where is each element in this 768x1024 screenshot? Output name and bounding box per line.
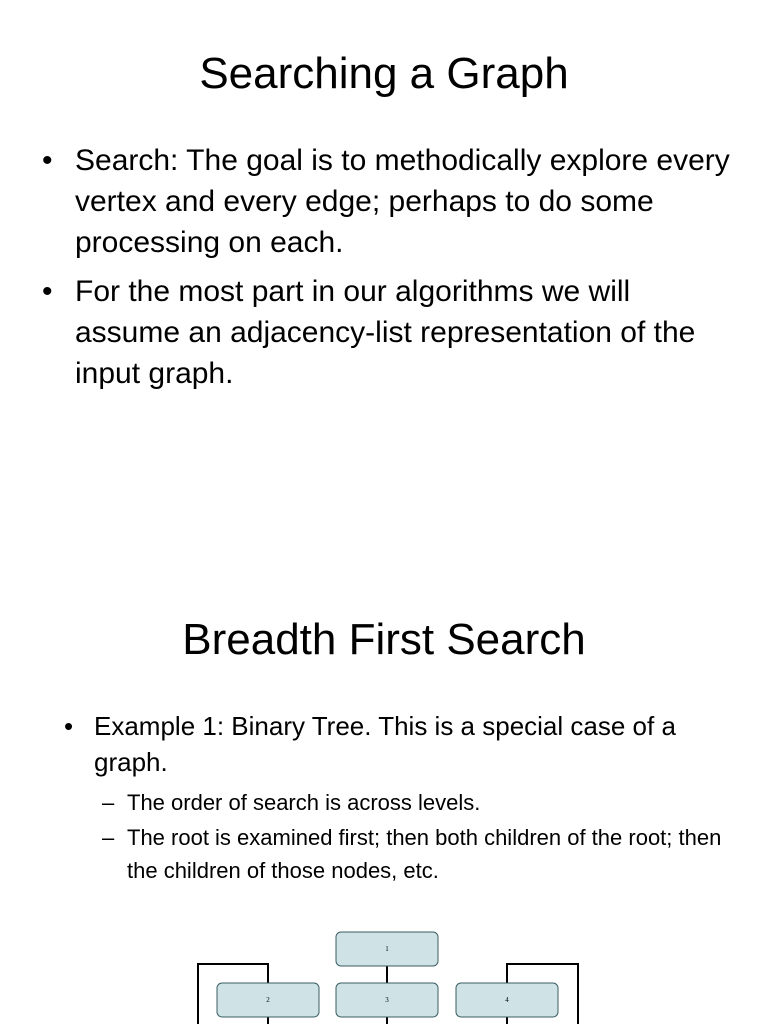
bullet-item [42,140,742,263]
sub-bullet-text: The root is examined first; then both children of the root; then the children of those nodes, etc. [127,825,722,883]
tree-node-4 [456,983,558,1017]
tree-node-1 [336,932,438,966]
dash-icon: – [102,790,115,815]
dash-icon: – [102,825,115,850]
node-label: 2 [266,996,270,1004]
node-label: 4 [505,996,509,1004]
bullet-icon: • [42,144,53,177]
bullet-list [42,140,742,402]
bullet-icon: • [42,275,53,308]
tree-node-2 [217,983,319,1017]
node-label: 3 [385,996,389,1004]
slide-title: Searching a Graph [199,49,569,98]
slide-title: Breadth First Search [182,615,586,664]
bullet-text: Search: The goal is to methodically explore every vertex and every edge; perhaps to do some processing on each. [75,144,730,259]
tree-node-3 [336,983,438,1017]
bullet-text: For the most part in our algorithms we will assume an adjacency-list representation of the input graph. [75,275,696,390]
binary-tree-diagram [0,512,768,1024]
bullet-icon: • [64,711,74,741]
bullet-text: Example 1: Binary Tree. This is a special case of a graph. [94,711,676,777]
node-label: 1 [385,945,389,953]
bullet-item [42,271,742,394]
slide-breadth-first-search [0,512,768,1024]
sub-bullet-text: The order of search is across levels. [127,790,481,815]
